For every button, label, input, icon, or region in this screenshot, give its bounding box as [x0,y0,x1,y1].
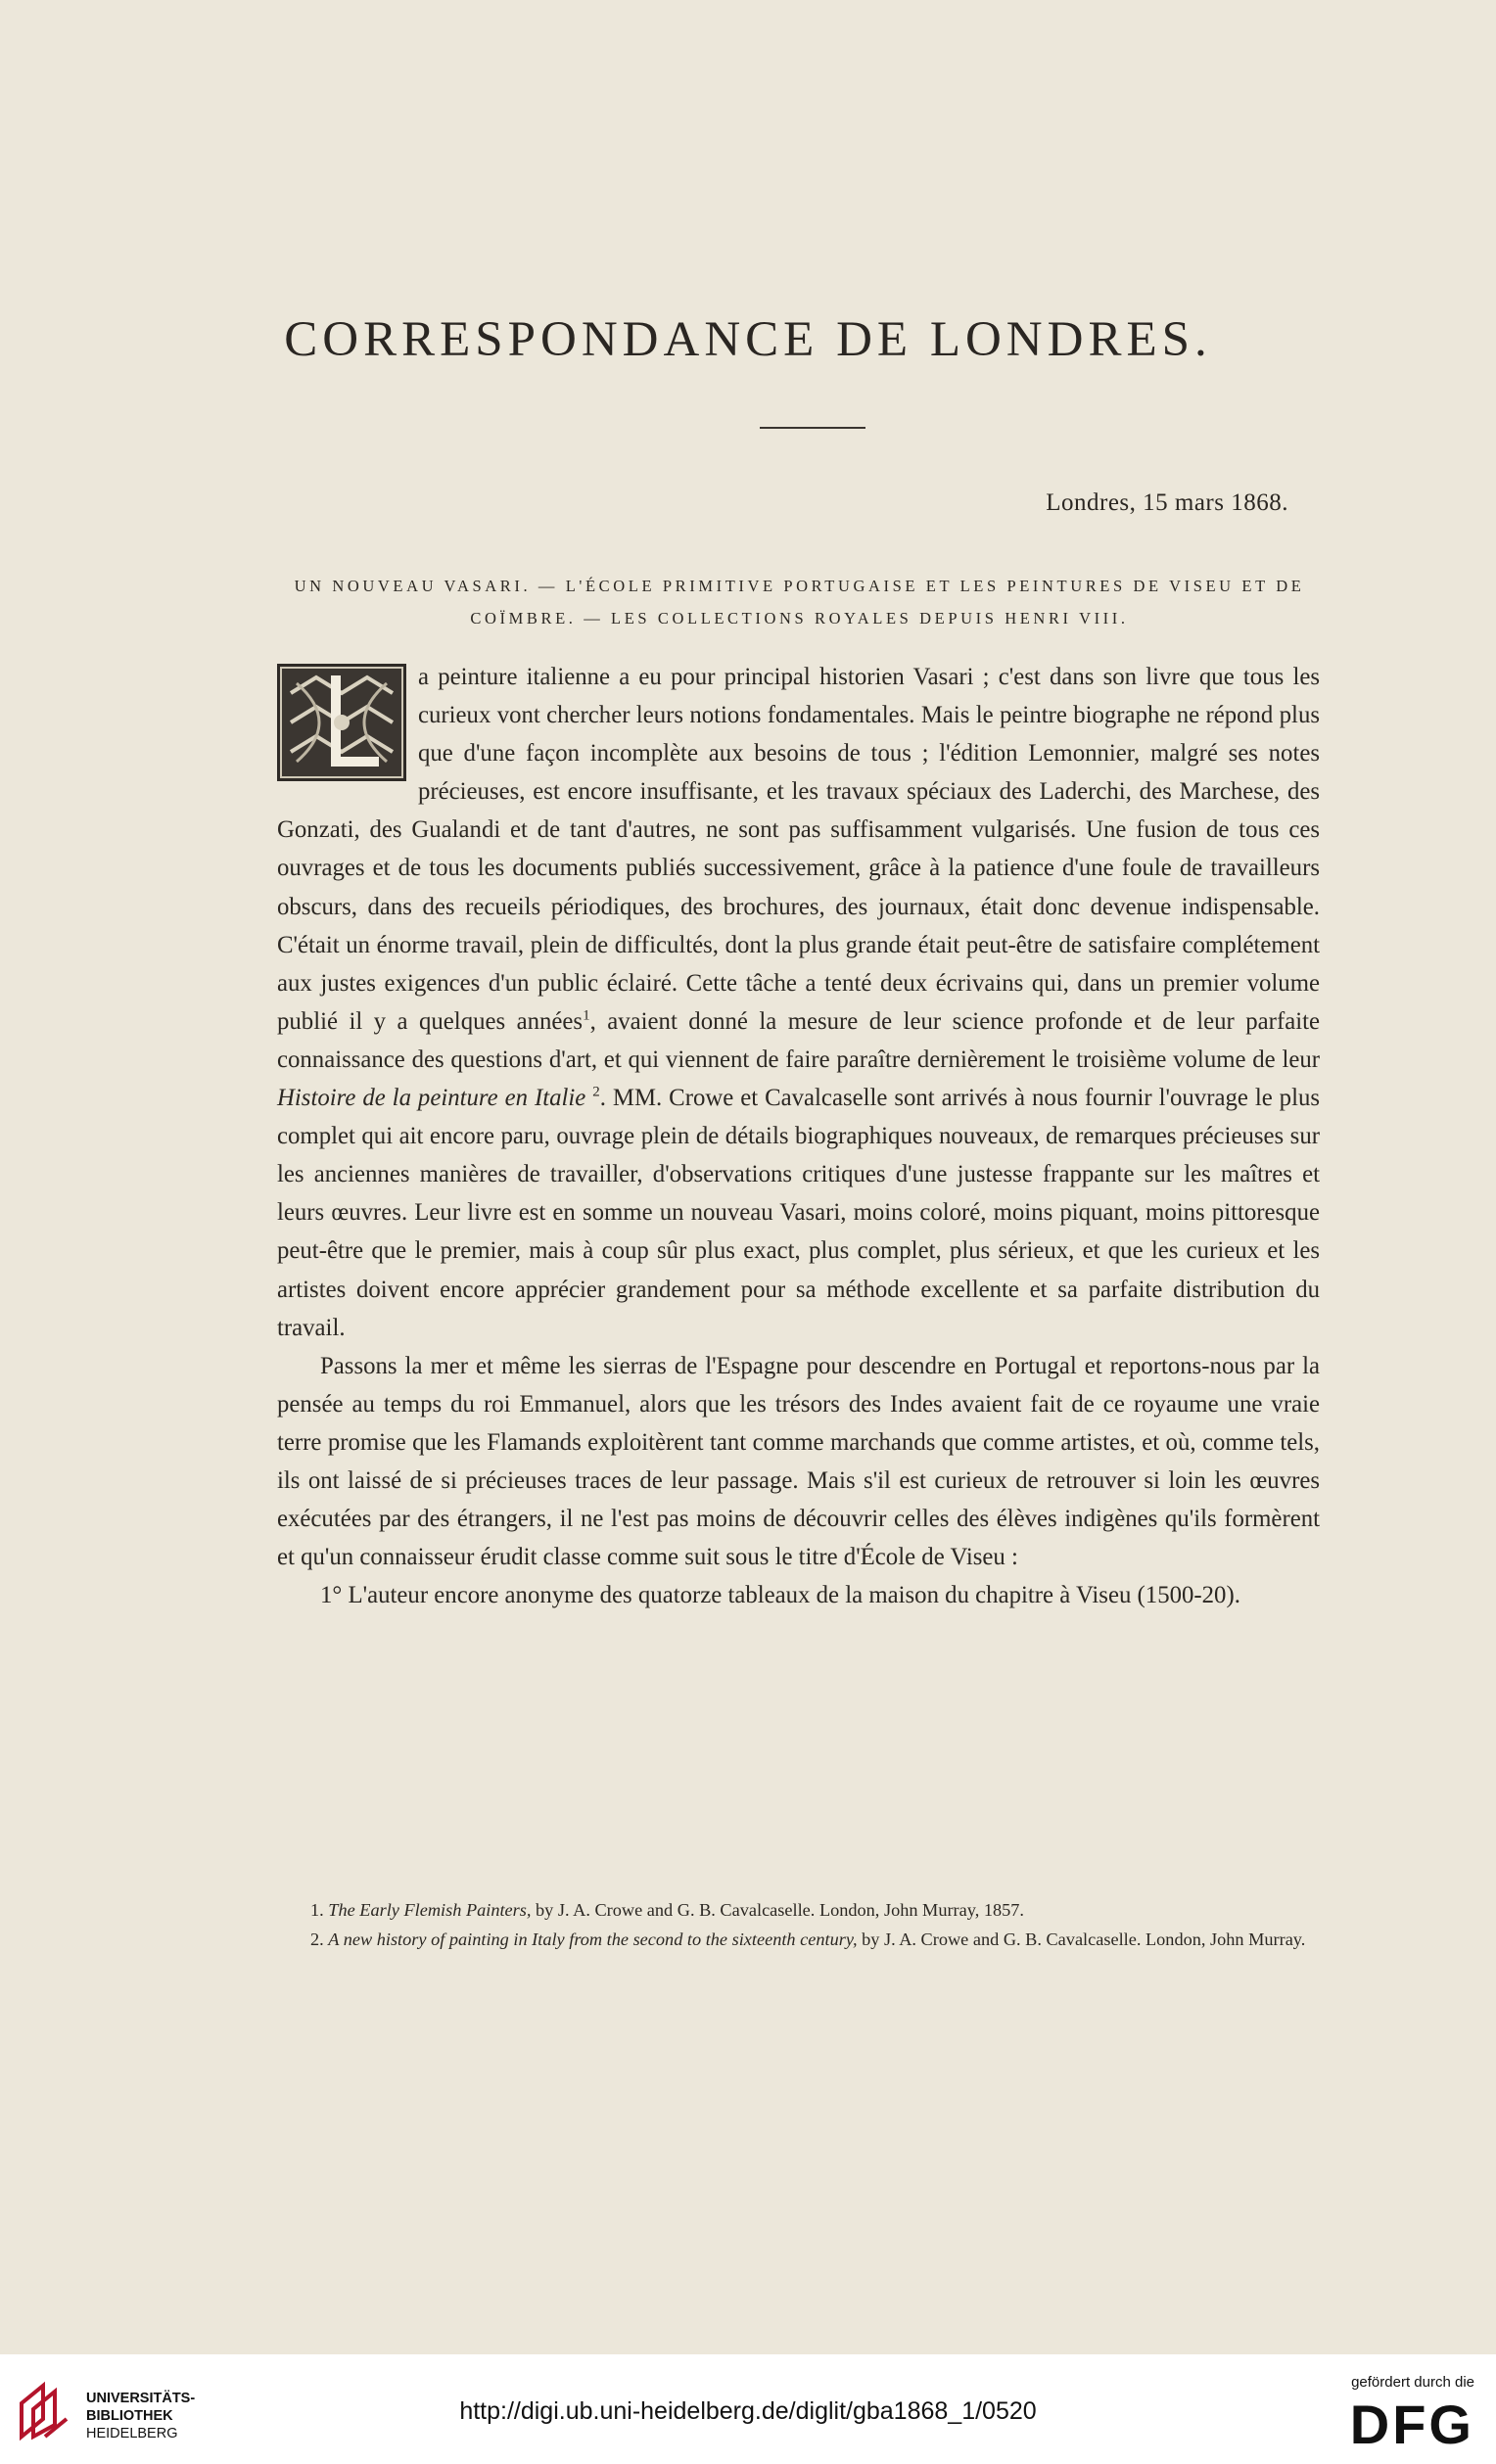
footnote-2: 2. A new history of painting in Italy from the second to the sixteenth century, by J. A. Crowe and G. B. Cavalcaselle. London, John Murray. [310,1929,1306,1949]
funding-label: gefördert durch die [1351,2374,1474,2391]
ornate-letter-L-icon [277,664,406,781]
paragraph-2: Passons la mer et même les sierras de l'Espagne pour descendre en Portugal et reportons-nous par la pensée au temps du roi Emmanuel, alors que les trésors des Indes avaient fait de ce royaume une vraie terre promise que les Flamands exploitèrent tant comme marchands que comme artistes, et où, comme tels, ils ont laissé de si précieuses traces de leur passage. Mais s'il est curieux de retrouver si loin les œuvres exécutées par des étrangers, il ne l'est pas moins de découvrir celles des élèves indigènes qu'ils formèrent et qu'un connaisseur érudit classe comme suit sous le titre d'École de Viseu : [277,1352,1320,1571]
footnotes [277,1895,1320,1954]
paragraph-1: a peinture italienne a eu pour principal historien Vasari ; c'est dans son livre que tous les curieux vont chercher leurs notions fondamentales. Mais le peintre biographe ne répond plus que d'une façon incomplète aux besoins de tous ; l'édition Lemonnier, malgré ses notes précieuses, est encore insuffisante, et les travaux spéciaux des Laderchi, des Marchese, des Gonzati, des Gualandi et de tant d'autres, ne sont pas suffisamment vulgarisés. Une fusion de tous ces ouvrages et de tous les documents publiés successivement, grâce à la patience d'une foule de travailleurs obscurs, dans des recueils périodiques, des brochures, des journaux, était donc devenue indispensable. C'était un énorme travail, plein de difficultés, dont la plus grande était peut-être de satisfaire complétement aux justes exigences d'un public éclairé. Cette tâche a tenté deux écrivains qui, dans un premier volume publié il y a quelques années$^1$, avaient donné la mesure de leur science profonde et de leur parfaite connaissance des questions d'art, et qui viennent de faire paraître dernièrement le troisième volume de leur Histoire de la peinture en Italie $^2$. MM. Crowe et Cavalcaselle sont arrivés à nous fournir l'ouvrage le plus complet qui ait encore paru, ouvrage plein de détails biographiques nouveaux, de remarques précieuses sur les anciennes manières de travailler, d'observations critiques d'une justesse frappante sur les maîtres et leurs œuvres. Leur livre est en somme un nouveau Vasari, moins coloré, moins piquant, moins pittoresque peut-être que le premier, mais à coup sûr plus exact, plus complet, plus sérieux, et que les curieux et les artistes doivent encore apprécier grandement pour sa méthode excellente et sa parfaite distribution du travail. [277,664,1321,1341]
dateline: Londres, 15 mars 1868. [1046,489,1288,516]
article-body [277,658,1320,1614]
book-title: Histoire de la peinture en Italie [277,1085,586,1112]
footnote-1: 1. The Early Flemish Painters, by J. A. Crowe and G. B. Cavalcaselle. London, John Murray, 1857. [310,1900,1024,1920]
dfg-logo[interactable]: DFG [1349,2394,1474,2455]
footnote-ref-2[interactable]: 2 [592,1084,600,1100]
footnote-ref-1[interactable]: 1 [583,1007,590,1024]
paragraph-3: 1° L'auteur encore anonyme des quatorze tableaux de la maison du chapitre à Viseu (1500-20). [320,1582,1240,1609]
library-name: UNIVERSITÄTS- BIBLIOTHEK HEIDELBERG [86,2391,196,2441]
viewer-footer [0,2354,1496,2464]
article-summary: UN NOUVEAU VASARI. — L'ÉCOLE PRIMITIVE PORTUGAISE ET LES PEINTURES DE VISEU ET DE COÏMBRE. — LES COLLECTIONS ROYALES DEPUIS HENRI VIII. [294,577,1305,628]
article-title: CORRESPONDANCE DE LONDRES. [284,312,1212,367]
title-rule [760,427,865,429]
permalink-url[interactable]: http://digi.ub.uni-heidelberg.de/diglit/gba1868_1/0520 [459,2397,1037,2425]
